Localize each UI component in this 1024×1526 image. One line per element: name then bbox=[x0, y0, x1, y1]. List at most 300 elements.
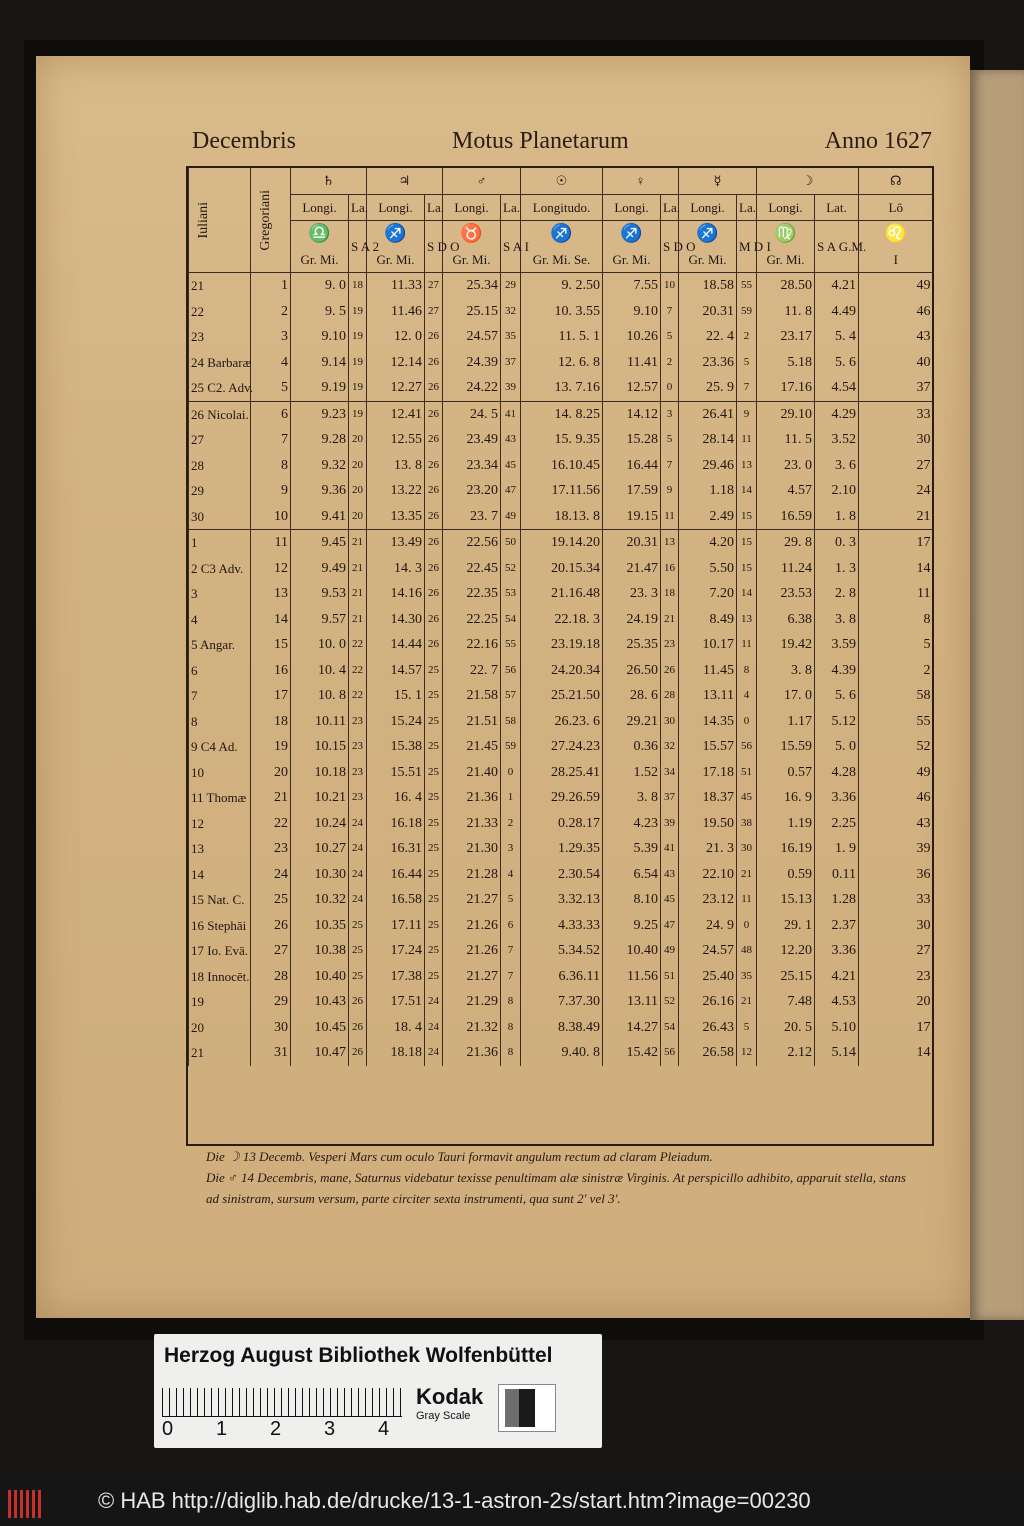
planet-symbol-row bbox=[189, 168, 933, 194]
planet-symbol: ☿ bbox=[679, 168, 757, 194]
table-cell: 55 bbox=[859, 709, 933, 735]
table-cell: 11.33 bbox=[367, 273, 425, 299]
table-cell: 24 bbox=[859, 478, 933, 504]
kodak-name: Kodak bbox=[416, 1384, 484, 1409]
table-cell: 26.16 bbox=[679, 989, 737, 1015]
table-cell: 4.54 bbox=[815, 375, 859, 401]
table-cell: 10.32 bbox=[291, 887, 349, 913]
table-cell: 2 bbox=[737, 324, 757, 350]
table-cell: 26 bbox=[425, 556, 443, 582]
table-cell: 25.15 bbox=[443, 299, 501, 325]
table-cell: 3. 8 bbox=[757, 658, 815, 684]
julian-day: 28 bbox=[189, 453, 251, 479]
sign-unit-header bbox=[521, 221, 603, 273]
table-cell: 18.58 bbox=[679, 273, 737, 299]
table-cell: 17. 0 bbox=[757, 683, 815, 709]
table-cell: 9.36 bbox=[291, 478, 349, 504]
table-cell: 25 bbox=[425, 683, 443, 709]
unit-label: Gr. Mi. bbox=[452, 251, 491, 267]
julian-day: 30 bbox=[189, 504, 251, 530]
table-cell: 15. 9.35 bbox=[521, 427, 603, 453]
sign-unit-header bbox=[859, 221, 933, 273]
table-cell: 2.30.54 bbox=[521, 862, 603, 888]
table-row bbox=[189, 836, 933, 862]
table-row bbox=[189, 299, 933, 325]
gregorian-day: 5 bbox=[251, 375, 291, 401]
table-cell: 14.57 bbox=[367, 658, 425, 684]
table-cell: 10. 0 bbox=[291, 632, 349, 658]
planet-symbol: ☉ bbox=[521, 168, 603, 194]
table-cell: 54 bbox=[501, 607, 521, 633]
table-cell: 4.49 bbox=[815, 299, 859, 325]
zodiac-sign-icon: ♐ bbox=[696, 223, 719, 243]
hab-logo-icon bbox=[8, 1490, 44, 1518]
table-cell: 10.24 bbox=[291, 811, 349, 837]
table-cell: 15.59 bbox=[757, 734, 815, 760]
table-cell: 20 bbox=[859, 989, 933, 1015]
table-cell: 23.12 bbox=[679, 887, 737, 913]
table-cell: 56 bbox=[737, 734, 757, 760]
table-cell: 16 bbox=[661, 556, 679, 582]
table-cell: 21 bbox=[737, 989, 757, 1015]
table-cell: 24. 9 bbox=[679, 913, 737, 939]
sign-unit-header bbox=[603, 221, 661, 273]
table-cell: 11.56 bbox=[603, 964, 661, 990]
table-cell: 5 bbox=[501, 887, 521, 913]
julian-day: 25 C2. Adv. bbox=[189, 375, 251, 401]
table-cell: 24. 5 bbox=[443, 401, 501, 427]
gregorian-day: 20 bbox=[251, 760, 291, 786]
table-cell: 29.46 bbox=[679, 453, 737, 479]
table-cell: 12 bbox=[737, 1040, 757, 1066]
table-cell: 53 bbox=[501, 581, 521, 607]
table-cell: 24.57 bbox=[443, 324, 501, 350]
table-cell: 35 bbox=[501, 324, 521, 350]
table-cell: 9 bbox=[737, 401, 757, 427]
table-cell: 23 bbox=[349, 734, 367, 760]
table-cell: 5 bbox=[661, 324, 679, 350]
table-cell: 14.27 bbox=[603, 1015, 661, 1041]
table-cell: 34 bbox=[661, 760, 679, 786]
table-cell: 26 bbox=[425, 401, 443, 427]
table-cell: 7.55 bbox=[603, 273, 661, 299]
table-cell: 36 bbox=[859, 862, 933, 888]
table-cell: 13 bbox=[737, 453, 757, 479]
table-row bbox=[189, 760, 933, 786]
table-cell: 11 bbox=[737, 632, 757, 658]
table-cell: 11 bbox=[737, 427, 757, 453]
julian-day: 14 bbox=[189, 862, 251, 888]
table-row bbox=[189, 556, 933, 582]
table-cell: 25. 9 bbox=[679, 375, 737, 401]
table-cell: 14.16 bbox=[367, 581, 425, 607]
planet-symbol: ♂ bbox=[443, 168, 521, 194]
table-cell: 10.47 bbox=[291, 1040, 349, 1066]
table-cell: 32 bbox=[661, 734, 679, 760]
header-month: Decembris bbox=[192, 128, 296, 154]
gregorian-day: 9 bbox=[251, 478, 291, 504]
table-cell: 0 bbox=[501, 760, 521, 786]
table-cell: 37 bbox=[501, 350, 521, 376]
gregorian-day: 14 bbox=[251, 607, 291, 633]
table-cell: 3.59 bbox=[815, 632, 859, 658]
julian-day: 6 bbox=[189, 658, 251, 684]
table-cell: 43 bbox=[859, 811, 933, 837]
table-cell: 14.44 bbox=[367, 632, 425, 658]
table-cell: 23.19.18 bbox=[521, 632, 603, 658]
table-cell: 55 bbox=[501, 632, 521, 658]
table-row bbox=[189, 427, 933, 453]
table-cell: 30 bbox=[661, 709, 679, 735]
table-cell: 17.51 bbox=[367, 989, 425, 1015]
table-cell: 45 bbox=[501, 453, 521, 479]
black-patch bbox=[519, 1389, 535, 1427]
table-row bbox=[189, 401, 933, 427]
table-cell: 14.12 bbox=[603, 401, 661, 427]
table-cell: 18 bbox=[349, 273, 367, 299]
table-cell: 11.46 bbox=[367, 299, 425, 325]
table-cell: 49 bbox=[661, 938, 679, 964]
zodiac-sign-icon: ♉ bbox=[460, 223, 483, 243]
table-cell: 27.24.23 bbox=[521, 734, 603, 760]
table-cell: 19 bbox=[349, 401, 367, 427]
table-cell: 25 bbox=[349, 964, 367, 990]
unit-label: Gr. Mi. Se. bbox=[532, 251, 591, 267]
table-cell: 23 bbox=[349, 760, 367, 786]
table-cell: 14.30 bbox=[367, 607, 425, 633]
table-cell: 46 bbox=[859, 785, 933, 811]
gregorian-day: 2 bbox=[251, 299, 291, 325]
longitude-header: Longi. bbox=[367, 194, 425, 221]
gregorian-day: 11 bbox=[251, 530, 291, 556]
table-cell: 41 bbox=[501, 401, 521, 427]
table-cell: 20.15.34 bbox=[521, 556, 603, 582]
table-cell: 22.16 bbox=[443, 632, 501, 658]
julian-label: Iuliani bbox=[196, 201, 211, 239]
table-cell: 22.45 bbox=[443, 556, 501, 582]
gregorian-day: 24 bbox=[251, 862, 291, 888]
table-cell: 4.39 bbox=[815, 658, 859, 684]
table-cell: 25 bbox=[425, 913, 443, 939]
table-cell: 22.25 bbox=[443, 607, 501, 633]
table-cell: 16.18 bbox=[367, 811, 425, 837]
table-cell: 15.51 bbox=[367, 760, 425, 786]
table-cell: 20.31 bbox=[603, 530, 661, 556]
table-cell: 25.40 bbox=[679, 964, 737, 990]
table-cell: 21.40 bbox=[443, 760, 501, 786]
table-cell: 21 bbox=[349, 581, 367, 607]
table-cell: 5. 0 bbox=[815, 734, 859, 760]
table-cell: 12.14 bbox=[367, 350, 425, 376]
table-cell: 48 bbox=[737, 938, 757, 964]
table-cell: 38 bbox=[737, 811, 757, 837]
table-cell: 10.17 bbox=[679, 632, 737, 658]
table-cell: 20.31 bbox=[679, 299, 737, 325]
table-cell: 17 bbox=[859, 530, 933, 556]
table-cell: 21.26 bbox=[443, 938, 501, 964]
table-row bbox=[189, 607, 933, 633]
table-cell: 22.56 bbox=[443, 530, 501, 556]
observation-notes bbox=[206, 1146, 922, 1209]
table-cell: 9. 5 bbox=[291, 299, 349, 325]
table-cell: 2 bbox=[859, 658, 933, 684]
table-cell: 9. 0 bbox=[291, 273, 349, 299]
table-cell: 25 bbox=[425, 862, 443, 888]
table-cell: 12.57 bbox=[603, 375, 661, 401]
table-cell: 16.10.45 bbox=[521, 453, 603, 479]
zodiac-sign-icon: ♍ bbox=[774, 223, 797, 243]
table-cell: 21.30 bbox=[443, 836, 501, 862]
julian-day: 9 C4 Ad. bbox=[189, 734, 251, 760]
table-cell: 13.49 bbox=[367, 530, 425, 556]
table-cell: 9.19 bbox=[291, 375, 349, 401]
table-row bbox=[189, 811, 933, 837]
gregorian-day: 7 bbox=[251, 427, 291, 453]
gregorian-day: 4 bbox=[251, 350, 291, 376]
table-cell: 21 bbox=[737, 862, 757, 888]
table-cell: 37 bbox=[661, 785, 679, 811]
table-cell: 26 bbox=[349, 1015, 367, 1041]
table-cell: 57 bbox=[501, 683, 521, 709]
table-cell: 18.18 bbox=[367, 1040, 425, 1066]
table-cell: 7 bbox=[501, 964, 521, 990]
table-cell: 5.18 bbox=[757, 350, 815, 376]
table-cell: 2.25 bbox=[815, 811, 859, 837]
table-cell: 0 bbox=[737, 913, 757, 939]
table-cell: 9.40. 8 bbox=[521, 1040, 603, 1066]
table-cell: 21 bbox=[349, 530, 367, 556]
table-cell: 8.49 bbox=[679, 607, 737, 633]
table-cell: 9 bbox=[661, 478, 679, 504]
table-cell: 10.35 bbox=[291, 913, 349, 939]
table-cell: 15 bbox=[737, 504, 757, 530]
table-cell: 12.41 bbox=[367, 401, 425, 427]
unit-label: Gr. Mi. bbox=[766, 251, 805, 267]
table-cell: 1.18 bbox=[679, 478, 737, 504]
table-cell: 14 bbox=[737, 581, 757, 607]
table-cell: 19 bbox=[349, 324, 367, 350]
table-cell: 29.26.59 bbox=[521, 785, 603, 811]
table-cell: 12.20 bbox=[757, 938, 815, 964]
table-cell: 25 bbox=[425, 734, 443, 760]
table-cell: 1.52 bbox=[603, 760, 661, 786]
table-cell: 56 bbox=[661, 1040, 679, 1066]
table-cell: 18.13. 8 bbox=[521, 504, 603, 530]
longitude-header: Longi. bbox=[603, 194, 661, 221]
table-cell: 24 bbox=[425, 1040, 443, 1066]
table-cell: 26 bbox=[425, 453, 443, 479]
table-cell: 15.57 bbox=[679, 734, 737, 760]
table-cell: 10.40 bbox=[291, 964, 349, 990]
table-cell: 21.27 bbox=[443, 964, 501, 990]
table-cell: 2 bbox=[501, 811, 521, 837]
table-cell: 58 bbox=[859, 683, 933, 709]
table-cell: 18.37 bbox=[679, 785, 737, 811]
table-cell: 5. 6 bbox=[815, 683, 859, 709]
longitude-header: Lô bbox=[859, 194, 933, 221]
table-cell: 10.11 bbox=[291, 709, 349, 735]
table-cell: 8.10 bbox=[603, 887, 661, 913]
table-cell: 10.43 bbox=[291, 989, 349, 1015]
table-cell: 18 bbox=[661, 581, 679, 607]
table-row bbox=[189, 273, 933, 299]
table-cell: 45 bbox=[661, 887, 679, 913]
table-cell: 4.28 bbox=[815, 760, 859, 786]
table-cell: 2. 8 bbox=[815, 581, 859, 607]
table-cell: 14. 8.25 bbox=[521, 401, 603, 427]
julian-day: 5 Angar. bbox=[189, 632, 251, 658]
table-cell: 19.14.20 bbox=[521, 530, 603, 556]
table-cell: 26 bbox=[425, 324, 443, 350]
table-cell: 10. 4 bbox=[291, 658, 349, 684]
table-cell: 30 bbox=[859, 913, 933, 939]
table-row bbox=[189, 658, 933, 684]
table-cell: 9.25 bbox=[603, 913, 661, 939]
table-cell: 21 bbox=[349, 556, 367, 582]
table-cell: 7 bbox=[737, 375, 757, 401]
table-cell: 28.14 bbox=[679, 427, 737, 453]
table-cell: 27 bbox=[425, 273, 443, 299]
table-cell: 13.35 bbox=[367, 504, 425, 530]
table-cell: 11. 5 bbox=[757, 427, 815, 453]
table-cell: 8 bbox=[859, 607, 933, 633]
table-cell: 21.58 bbox=[443, 683, 501, 709]
table-cell: 1.19 bbox=[757, 811, 815, 837]
table-cell: 3.36 bbox=[815, 785, 859, 811]
table-cell: 11. 5. 1 bbox=[521, 324, 603, 350]
table-cell: 26 bbox=[425, 375, 443, 401]
table-cell: 13.22 bbox=[367, 478, 425, 504]
table-cell: 21.36 bbox=[443, 785, 501, 811]
table-cell: 11 bbox=[859, 581, 933, 607]
ruler-number: 4 bbox=[378, 1418, 390, 1440]
table-cell: 19 bbox=[349, 375, 367, 401]
table-cell: 17 bbox=[859, 1015, 933, 1041]
table-cell: 4.57 bbox=[757, 478, 815, 504]
table-cell: 25.34 bbox=[443, 273, 501, 299]
julian-day: 26 Nicolai. bbox=[189, 401, 251, 427]
table-cell: 27 bbox=[859, 453, 933, 479]
sign-unit-header bbox=[291, 221, 349, 273]
table-cell: 23 bbox=[859, 964, 933, 990]
table-cell: 26 bbox=[425, 504, 443, 530]
table-cell: 58 bbox=[501, 709, 521, 735]
table-row bbox=[189, 632, 933, 658]
gregorian-day: 28 bbox=[251, 964, 291, 990]
table-cell: 12.27 bbox=[367, 375, 425, 401]
table-cell: 4 bbox=[501, 862, 521, 888]
gregorian-day: 18 bbox=[251, 709, 291, 735]
table-cell: 23. 7 bbox=[443, 504, 501, 530]
table-cell: 26.43 bbox=[679, 1015, 737, 1041]
table-cell: 24.39 bbox=[443, 350, 501, 376]
table-cell: 8.38.49 bbox=[521, 1015, 603, 1041]
table-row bbox=[189, 478, 933, 504]
table-cell: 4.29 bbox=[815, 401, 859, 427]
table-cell: 17.11.56 bbox=[521, 478, 603, 504]
gray-patch bbox=[505, 1389, 519, 1427]
table-cell: 4.21 bbox=[815, 964, 859, 990]
table-cell: 24 bbox=[349, 862, 367, 888]
table-cell: 3 bbox=[661, 401, 679, 427]
latitude-header: La. bbox=[501, 194, 521, 221]
table-cell: 14 bbox=[859, 1040, 933, 1066]
table-cell: 39 bbox=[661, 811, 679, 837]
table-cell: 21.29 bbox=[443, 989, 501, 1015]
unit-label: I bbox=[893, 251, 898, 267]
gregorian-day: 19 bbox=[251, 734, 291, 760]
table-cell: 13. 8 bbox=[367, 453, 425, 479]
table-cell: 16.19 bbox=[757, 836, 815, 862]
table-cell: 16. 4 bbox=[367, 785, 425, 811]
julian-day: 2 C3 Adv. bbox=[189, 556, 251, 582]
table-cell: 1.17 bbox=[757, 709, 815, 735]
gregorian-day: 16 bbox=[251, 658, 291, 684]
table-cell: 43 bbox=[661, 862, 679, 888]
table-cell: 3. 6 bbox=[815, 453, 859, 479]
table-cell: 23. 0 bbox=[757, 453, 815, 479]
table-cell: 10. 3.55 bbox=[521, 299, 603, 325]
table-cell: 43 bbox=[501, 427, 521, 453]
table-cell: 22.18. 3 bbox=[521, 607, 603, 633]
table-row bbox=[189, 862, 933, 888]
header-year: Anno 1627 bbox=[824, 128, 932, 154]
table-cell: 0. 3 bbox=[815, 530, 859, 556]
table-cell: 22. 4 bbox=[679, 324, 737, 350]
table-cell: 1.29.35 bbox=[521, 836, 603, 862]
table-cell: 11.45 bbox=[679, 658, 737, 684]
table-cell: 4 bbox=[737, 683, 757, 709]
table-cell: 3. 8 bbox=[815, 607, 859, 633]
table-row bbox=[189, 938, 933, 964]
planet-symbol: ☊ bbox=[859, 168, 933, 194]
table-cell: 20 bbox=[349, 504, 367, 530]
ruler-number: 1 bbox=[216, 1418, 228, 1440]
table-cell: 10.45 bbox=[291, 1015, 349, 1041]
table-cell: 9.45 bbox=[291, 530, 349, 556]
table-cell: 26.50 bbox=[603, 658, 661, 684]
julian-day: 23 bbox=[189, 324, 251, 350]
table-cell: 5.14 bbox=[815, 1040, 859, 1066]
table-cell: 19 bbox=[349, 350, 367, 376]
julian-day: 11 Thomæ bbox=[189, 785, 251, 811]
table-cell: 11.24 bbox=[757, 556, 815, 582]
table-cell: 26.41 bbox=[679, 401, 737, 427]
table-cell: 29. 8 bbox=[757, 530, 815, 556]
facing-page-edge bbox=[970, 70, 1024, 1320]
gregorian-day: 15 bbox=[251, 632, 291, 658]
gregorian-day: 22 bbox=[251, 811, 291, 837]
table-cell: 20 bbox=[349, 478, 367, 504]
table-cell: 21. 3 bbox=[679, 836, 737, 862]
table-row bbox=[189, 734, 933, 760]
gregorian-day: 10 bbox=[251, 504, 291, 530]
ephemeris-table-frame bbox=[186, 166, 934, 1146]
julian-day: 4 bbox=[189, 607, 251, 633]
table-cell: 17.16 bbox=[757, 375, 815, 401]
table-cell: 49 bbox=[501, 504, 521, 530]
ruler-number: 2 bbox=[270, 1418, 282, 1440]
table-cell: 4.53 bbox=[815, 989, 859, 1015]
table-cell: 6.36.11 bbox=[521, 964, 603, 990]
table-cell: 23.34 bbox=[443, 453, 501, 479]
ruler-number: 3 bbox=[324, 1418, 336, 1440]
table-cell: 2.49 bbox=[679, 504, 737, 530]
table-cell: 17.59 bbox=[603, 478, 661, 504]
table-cell: 16.59 bbox=[757, 504, 815, 530]
table-cell: 12. 0 bbox=[367, 324, 425, 350]
gregorian-label: Gregoriani bbox=[258, 189, 273, 251]
